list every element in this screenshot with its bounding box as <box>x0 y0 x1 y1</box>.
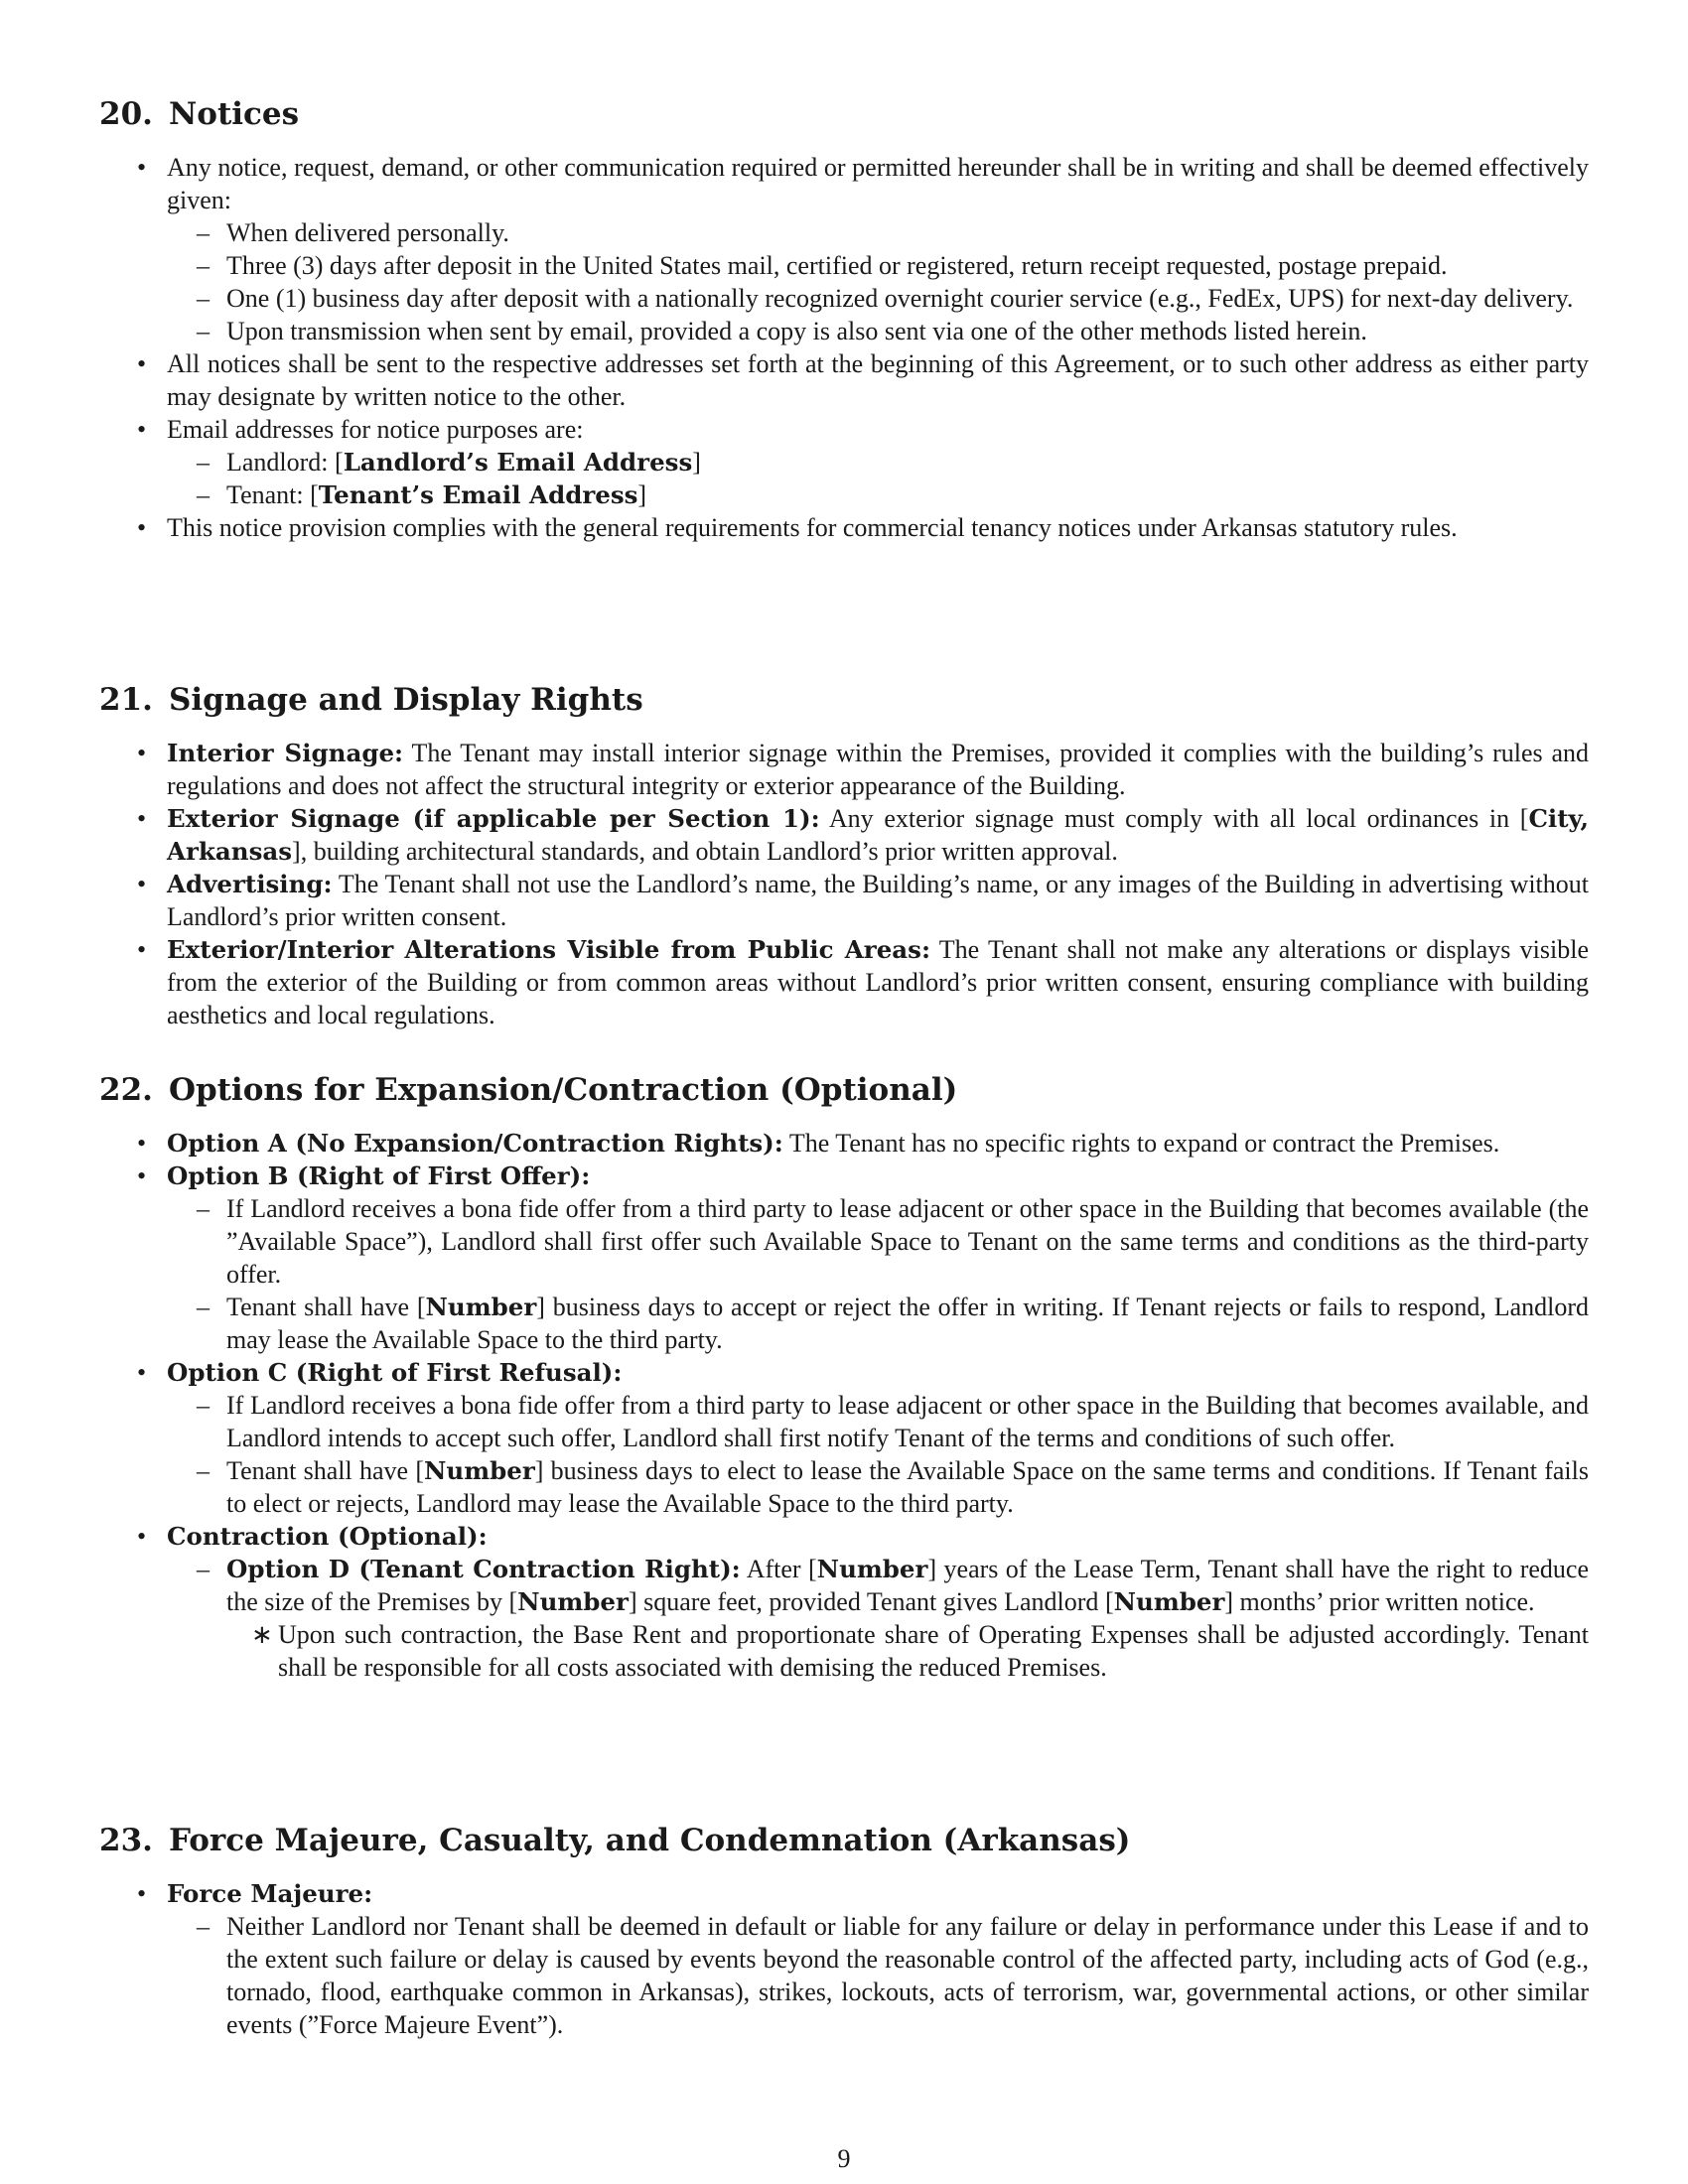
sub-item-text: Three (3) days after deposit in the United States mail, certified or registered, return receipt requested, postage prepaid. <box>226 251 1448 280</box>
landlord-email-placeholder: Landlord’s Email Address <box>343 448 693 477</box>
item-text: The Tenant may install interior signage within the Premises, provided it complies with the building’s rules and regulations and does not affect the structural integrity or exterior appearance of the Building. <box>167 739 1589 800</box>
sub-item-text: square feet, provided Tenant gives Landlord <box>636 1587 1105 1616</box>
section-number: 22. <box>99 1072 153 1108</box>
sub-item-label: Option D (Tenant Contraction Right): <box>226 1555 741 1583</box>
sub-item <box>99 1192 1589 1291</box>
bullet-icon: • <box>137 513 147 542</box>
item-label: Exterior/Interior Alterations Visible from Public Areas: <box>167 935 931 964</box>
item-label: Interior Signage: <box>167 739 404 767</box>
page-number: 9 <box>837 2144 851 2173</box>
number-placeholder: Number <box>1113 1587 1225 1616</box>
sub-item-text: One (1) business day after deposit with a nationally recognized overnight courier service (e.g., FedEx, UPS) for next-day delivery. <box>226 284 1574 313</box>
list-item <box>99 933 1589 1031</box>
dash-icon: – <box>197 1293 210 1321</box>
bullet-icon: • <box>137 739 147 767</box>
section-21-heading <box>99 680 643 720</box>
sub-item-text: When delivered personally. <box>226 218 509 247</box>
list-item <box>99 413 1589 446</box>
sub-item <box>99 1910 1589 2041</box>
dash-icon: – <box>197 1456 210 1485</box>
sub-item-text: months’ prior written notice. <box>1233 1587 1535 1616</box>
section-title: Signage and Display Rights <box>168 682 643 718</box>
dash-icon: – <box>197 218 210 247</box>
list-item <box>99 347 1589 413</box>
list-item <box>99 1520 1589 1553</box>
dash-icon: – <box>197 1391 210 1420</box>
list-item <box>99 1127 1589 1160</box>
item-text: The Tenant has no specific rights to expand or contract the Premises. <box>782 1129 1500 1158</box>
landlord-label: Landlord: <box>226 448 336 477</box>
dash-icon: – <box>197 284 210 313</box>
section-number: 21. <box>99 682 153 718</box>
section-23-heading <box>99 1821 1130 1860</box>
item-text: Any notice, request, demand, or other communication required or permitted hereunder shall be in writing and shall be deemed effectively given: <box>167 153 1589 214</box>
item-text: The Tenant shall not use the Landlord’s name, the Building’s name, or any images of the Building in advertising without Landlord’s prior written consent. <box>167 870 1589 931</box>
asterisk-icon: ∗ <box>251 1620 273 1649</box>
sub-item <box>99 249 1589 282</box>
section-number: 23. <box>99 1823 153 1858</box>
sub-item-text: Tenant shall have <box>226 1293 417 1321</box>
list-item <box>99 1160 1589 1192</box>
list-item: • Exterior Signage (if applicable per Section 1): Any exterior signage must comply with all local ordinances in [City, Arkansas], building architectural standards, and obtain Landlord’s prior written approval. <box>137 804 1589 866</box>
city-placeholder: City, Arkansas <box>167 804 1589 866</box>
sub-item-text: If Landlord receives a bona fide offer from a third party to lease adjacent or other space in the Building that becomes available, and Landlord intends to accept such offer, Landlord shall first notify Tenant of the terms and conditions of such offer. <box>226 1391 1589 1452</box>
bullet-icon: • <box>137 870 147 898</box>
list-item <box>99 1877 1589 1910</box>
sub-item-text: Neither Landlord nor Tenant shall be deemed in default or liable for any failure or delay in performance under this Lease if and to the extent such failure or delay is caused by events beyond the reasonable control of the affected party, including acts of God (e.g., tornado, flood, earthquake common in Arkansas), strikes, lockouts, acts of terrorism, war, governmental actions, or other similar events (”Force Majeure Event”). <box>226 1912 1589 2039</box>
item-text: Email addresses for notice purposes are: <box>167 415 584 444</box>
bullet-icon: • <box>137 1522 147 1551</box>
item-text: Any exterior signage must comply with all local ordinances in <box>819 804 1520 833</box>
section-22-list <box>99 1127 1589 1684</box>
section-title: Notices <box>168 96 300 132</box>
section-title: Options for Expansion/Contraction (Optional) <box>168 1072 958 1108</box>
sub-item-text: years of the Lease Term, Tenant shall have the right to reduce the size of the Premises by <box>226 1555 1590 1616</box>
number-placeholder: Number <box>423 1456 535 1485</box>
sub-item: – Tenant shall have [Number] business days to accept or reject the offer in writing. If Tenant rejects or fails to respond, Landlord may lease the Available Space to the third party. <box>197 1293 1589 1354</box>
dash-icon: – <box>197 448 210 477</box>
sub-item: – Option D (Tenant Contraction Right): After [Number] years of the Lease Term, Tenant shall have the right to reduce the size of the Premises by [Number] square feet, provided Tenant gives Landlord [Number] months’ prior written notice. <box>197 1555 1590 1616</box>
section-20-list <box>99 151 1589 544</box>
list-item <box>99 511 1589 544</box>
sub-item <box>99 282 1589 315</box>
item-text: The Tenant shall not make any alterations or displays visible from the exterior of the Building or from common areas without Landlord’s prior written consent, ensuring compliance with building aesthetics and local regulations. <box>167 935 1589 1029</box>
section-21-list <box>99 737 1589 1031</box>
item-label: Contraction (Optional): <box>167 1522 488 1551</box>
number-placeholder: Number <box>816 1555 928 1583</box>
dash-icon: – <box>197 251 210 280</box>
number-placeholder: Number <box>425 1293 537 1321</box>
section-22-heading <box>99 1070 957 1110</box>
bullet-icon: • <box>137 804 147 833</box>
dash-icon: – <box>197 480 210 509</box>
item-text: This notice provision complies with the general requirements for commercial tenancy notices under Arkansas statutory rules. <box>167 513 1458 542</box>
item-label: Exterior Signage (if applicable per Section 1): <box>167 804 820 833</box>
sub-item <box>99 216 1589 249</box>
list-item <box>99 737 1589 802</box>
sub-item: – Landlord: [Landlord’s Email Address] <box>197 448 701 477</box>
bullet-icon: • <box>137 415 147 444</box>
item-label: Force Majeure: <box>167 1879 373 1908</box>
number-placeholder: Number <box>517 1587 629 1616</box>
item-label: Option B (Right of First Offer): <box>167 1161 591 1190</box>
list-item <box>99 868 1589 933</box>
document-page <box>99 0 1589 2184</box>
dash-icon: – <box>197 1194 210 1223</box>
tenant-label: Tenant: <box>226 480 311 509</box>
item-label: Advertising: <box>167 870 333 898</box>
bullet-icon: • <box>137 153 147 182</box>
bullet-icon: • <box>137 935 147 964</box>
dash-icon: – <box>197 1555 210 1583</box>
sub-item-text: business days to accept or reject the offer in writing. If Tenant rejects or fails to respond, Landlord may lease the Available Space to the third party. <box>226 1293 1589 1354</box>
dash-icon: – <box>197 1912 210 1941</box>
bullet-icon: • <box>137 1358 147 1387</box>
section-title: Force Majeure, Casualty, and Condemnation (Arkansas) <box>168 1823 1131 1858</box>
sub-item-text: If Landlord receives a bona fide offer from a third party to lease adjacent or other space in the Building that becomes available (the ”Available Space”), Landlord shall first offer such Available Space to Tenant on the same terms and conditions as the third-party offer. <box>226 1194 1589 1289</box>
bullet-icon: • <box>137 1879 147 1908</box>
item-label: Option A (No Expansion/Contraction Rights): <box>167 1129 783 1158</box>
bullet-icon: • <box>137 349 147 378</box>
section-20-heading <box>99 94 299 134</box>
sub-item-text: After <box>740 1555 808 1583</box>
sub-item <box>99 1389 1589 1454</box>
bullet-icon: • <box>137 1161 147 1190</box>
bullet-icon: • <box>137 1129 147 1158</box>
list-item <box>99 1356 1589 1389</box>
sub-sub-item-text: Upon such contraction, the Base Rent and proportionate share of Operating Expenses shall be adjusted accordingly. Tenant shall be responsible for all costs associated with demising the reduced Premises. <box>278 1620 1589 1682</box>
section-number: 20. <box>99 96 153 132</box>
item-text: , building architectural standards, and obtain Landlord’s prior written approval. <box>300 837 1118 866</box>
sub-item: – Tenant: [Tenant’s Email Address] <box>197 480 647 509</box>
list-item <box>99 151 1589 216</box>
sub-sub-item <box>99 1618 1589 1684</box>
tenant-email-placeholder: Tenant’s Email Address <box>318 480 638 509</box>
sub-item-text: Upon transmission when sent by email, provided a copy is also sent via one of the other methods listed herein. <box>226 317 1367 345</box>
item-label: Option C (Right of First Refusal): <box>167 1358 623 1387</box>
item-text: All notices shall be sent to the respective addresses set forth at the beginning of this Agreement, or to such other address as either party may designate by written notice to the other. <box>167 349 1589 411</box>
sub-item-text: business days to elect to lease the Available Space on the same terms and conditions. If Tenant fails to elect or rejects, Landlord may lease the Available Space to the third party. <box>226 1456 1589 1518</box>
sub-item: – Tenant shall have [Number] business days to elect to lease the Available Space on the same terms and conditions. If Tenant fails to elect or rejects, Landlord may lease the Available Space to the third party. <box>197 1456 1589 1518</box>
sub-item-text: Tenant shall have <box>226 1456 416 1485</box>
dash-icon: – <box>197 317 210 345</box>
sub-item <box>99 315 1589 347</box>
section-23-list <box>99 1877 1589 2041</box>
